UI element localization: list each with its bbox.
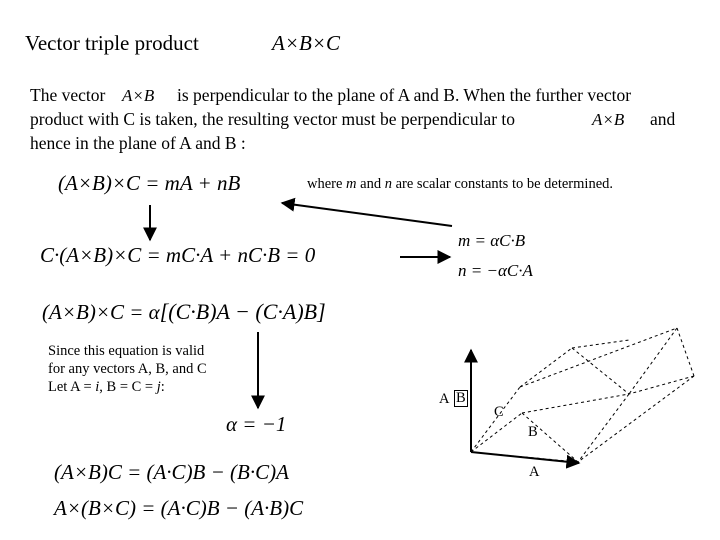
para-line1-expression: A×B bbox=[122, 86, 155, 105]
validity-line1: Since this equation is valid bbox=[48, 343, 205, 359]
identity-1: (A×B)C = (A·C)B − (B·C)A bbox=[54, 460, 289, 484]
figure-label-a: A bbox=[529, 464, 540, 480]
validity-j: j bbox=[156, 379, 161, 395]
identity-2: A×(B×C) = (A·C)B − (A·B)C bbox=[54, 496, 304, 520]
equation-m: m = αC·B bbox=[458, 231, 526, 250]
equation-n: n = −αC·A bbox=[458, 261, 533, 280]
arrow-note-to-equation bbox=[282, 203, 452, 226]
note-m: m bbox=[346, 176, 357, 192]
validity-line2: for any vectors A, B, and C bbox=[48, 361, 207, 377]
figure-label-b: B bbox=[528, 424, 538, 440]
figure-label-axb-a: A bbox=[439, 391, 450, 407]
figure-label-c: C bbox=[494, 404, 504, 420]
equation-alpha-left: (A×B)×C = α bbox=[42, 300, 160, 324]
para-line2-start: product with C is taken, the resulting vector must be perpendicular to bbox=[30, 109, 516, 129]
equation-alpha-value: α = −1 bbox=[226, 412, 287, 436]
para-line2-expression: A×B bbox=[592, 110, 625, 129]
figure-label-axb-b: B bbox=[456, 390, 466, 406]
equation-alpha-bracket: [(C·B)A − (C·A)B] bbox=[159, 299, 326, 324]
para-line1-end: is perpendicular to the plane of A and B. When the further vector bbox=[177, 85, 632, 105]
equation-expansion: (A×B)×C = mA + nB bbox=[58, 171, 241, 195]
parallelepiped-figure bbox=[471, 328, 694, 463]
para-line2-end: and bbox=[650, 109, 676, 129]
note-before-m: where bbox=[307, 176, 347, 192]
parallelepiped-edges bbox=[471, 328, 694, 462]
validity-let-a: Let A = bbox=[48, 379, 96, 395]
validity-colon: : bbox=[160, 379, 165, 395]
validity-i: i bbox=[95, 379, 100, 395]
vector-a bbox=[471, 452, 579, 463]
validity-b-c: , B = C = bbox=[99, 379, 157, 395]
title-expression: A×B×C bbox=[272, 31, 341, 55]
note-after-n: are scalar constants to be determined. bbox=[391, 176, 614, 192]
equation-dot-product: C·(A×B)×C = mC·A + nC·B = 0 bbox=[40, 243, 316, 267]
para-line3: hence in the plane of A and B : bbox=[30, 133, 246, 153]
para-line1-start: The vector bbox=[30, 85, 106, 105]
page-title: Vector triple product bbox=[25, 31, 199, 55]
note-mid: and bbox=[356, 176, 385, 192]
note-n: n bbox=[384, 176, 392, 192]
